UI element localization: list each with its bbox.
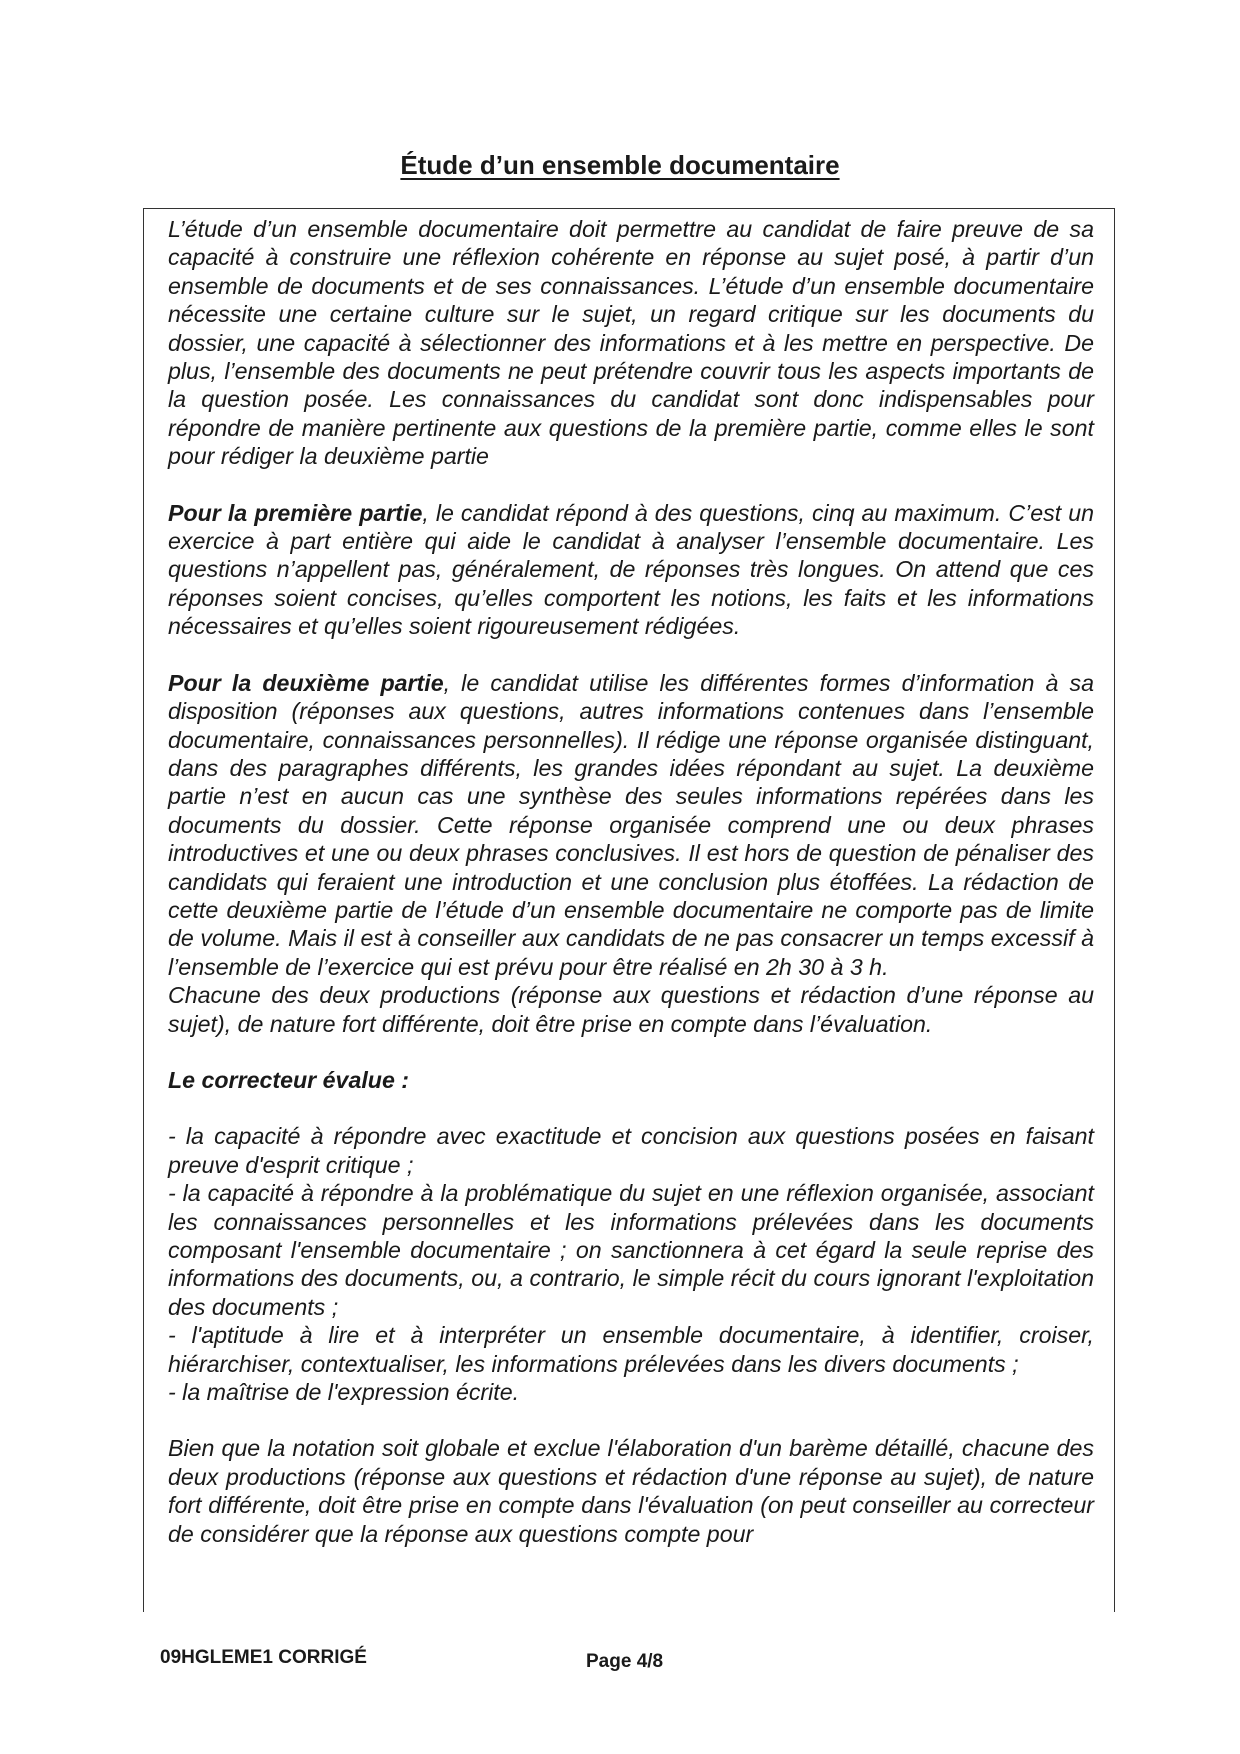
closing-paragraph: Bien que la notation soit globale et exclue l'élaboration d'un barème détaillé, chacune des deux productions (réponse aux questions et rédaction d'une réponse au sujet), de nature fort différente, doit être prise en compte dans l'évaluation (on peut conseiller au correcteur de considérer que la réponse aux questions compte pour — [168, 1435, 1094, 1547]
footer-page-number: Page 4/8 — [586, 1651, 664, 1672]
criterion-item: - l'aptitude à lire et à interpréter un ensemble documentaire, à identifier, croiser, hiérarchiser, contextualiser, les informations prélevées dans les divers documents ; — [168, 1322, 1094, 1377]
criterion-item: - la capacité à répondre à la problématique du sujet en une réflexion organisée, associant les connaissances personnelles et les informations prélevées dans les documents composant l'ensemble documentaire ; on sanctionnera à cet égard la seule reprise des informations des documents, ou, a contrario, le simple récit du cours ignorant l'exploitation des documents ; — [168, 1180, 1094, 1320]
evaluation-criteria-list — [168, 1122, 1094, 1406]
evaluation-heading: Le correcteur évalue : — [168, 1066, 410, 1093]
page-title: Étude d’un ensemble documentaire — [400, 150, 840, 180]
intro-paragraph: L’étude d’un ensemble documentaire doit permettre au candidat de faire preuve de sa capacité à construire une réflexion cohérente en réponse au sujet posé, à partir d’un ensemble de documents et de ses connaissances. L’étude d’un ensemble documentaire nécessite une certaine culture sur le sujet, un regard critique sur les documents du dossier, une capacité à sélectionner des informations et à les mettre en perspective. De plus, l’ensemble des documents ne peut prétendre couvrir tous les aspects importants de la question posée. Les connaissances du candidat sont donc indispensables pour répondre de manière pertinente aux questions de la première partie, comme elles le sont pour rédiger la deuxième partie — [168, 216, 1094, 470]
part2-paragraph — [168, 669, 1094, 981]
part2-text: , le candidat utilise les différentes formes d’information à sa disposition (réponses aux questions, autres informations contenues dans l’ensemble documentaire, connaissances personnelles). Il rédige une réponse organisée distinguant, dans des paragraphes différents, les grandes idées répondant au sujet. La deuxième partie n’est en aucun cas une synthèse des seules informations repérées dans les documents du dossier. Cette réponse organisée comprend une ou deux phrases introductives et une ou deux phrases conclusives. Il est hors de question de pénaliser des candidats qui feraient une introduction et une conclusion plus étoffées. La rédaction de cette deuxième partie de l’étude d’un ensemble documentaire ne comporte pas de limite de volume. Mais il est à conseiller aux candidats de ne pas consacrer un temps excessif à l’ensemble de l’exercice qui est prévu pour être réalisé en 2h 30 à 3 h. — [168, 669, 1094, 980]
criterion-item: - la maîtrise de l'expression écrite. — [168, 1379, 520, 1406]
part2-lead: Pour la deuxième partie — [168, 669, 444, 696]
content-box — [143, 208, 1115, 1612]
part1-paragraph — [168, 499, 1094, 641]
criterion-item: - la capacité à répondre avec exactitude et concision aux questions posées en faisant preuve d'esprit critique ; — [168, 1123, 1094, 1178]
part1-text: , le candidat répond à des questions, cinq au maximum. C’est un exercice à part entière qui aide le candidat à analyser l’ensemble documentaire. Les questions n’appellent pas, généralement, de réponses très longues. On attend que ces réponses soient concises, qu’elles comportent les notions, les faits et les informations nécessaires et qu’elles soient rigoureusement rédigées. — [168, 499, 1094, 640]
part2-followup: Chacune des deux productions (réponse aux questions et rédaction d’une réponse au sujet), de nature fort différente, doit être prise en compte dans l’évaluation. — [168, 982, 1094, 1037]
part1-lead: Pour la première partie — [168, 499, 423, 526]
footer-document-code: 09HGLEME1 CORRIGÉ — [160, 1647, 367, 1668]
